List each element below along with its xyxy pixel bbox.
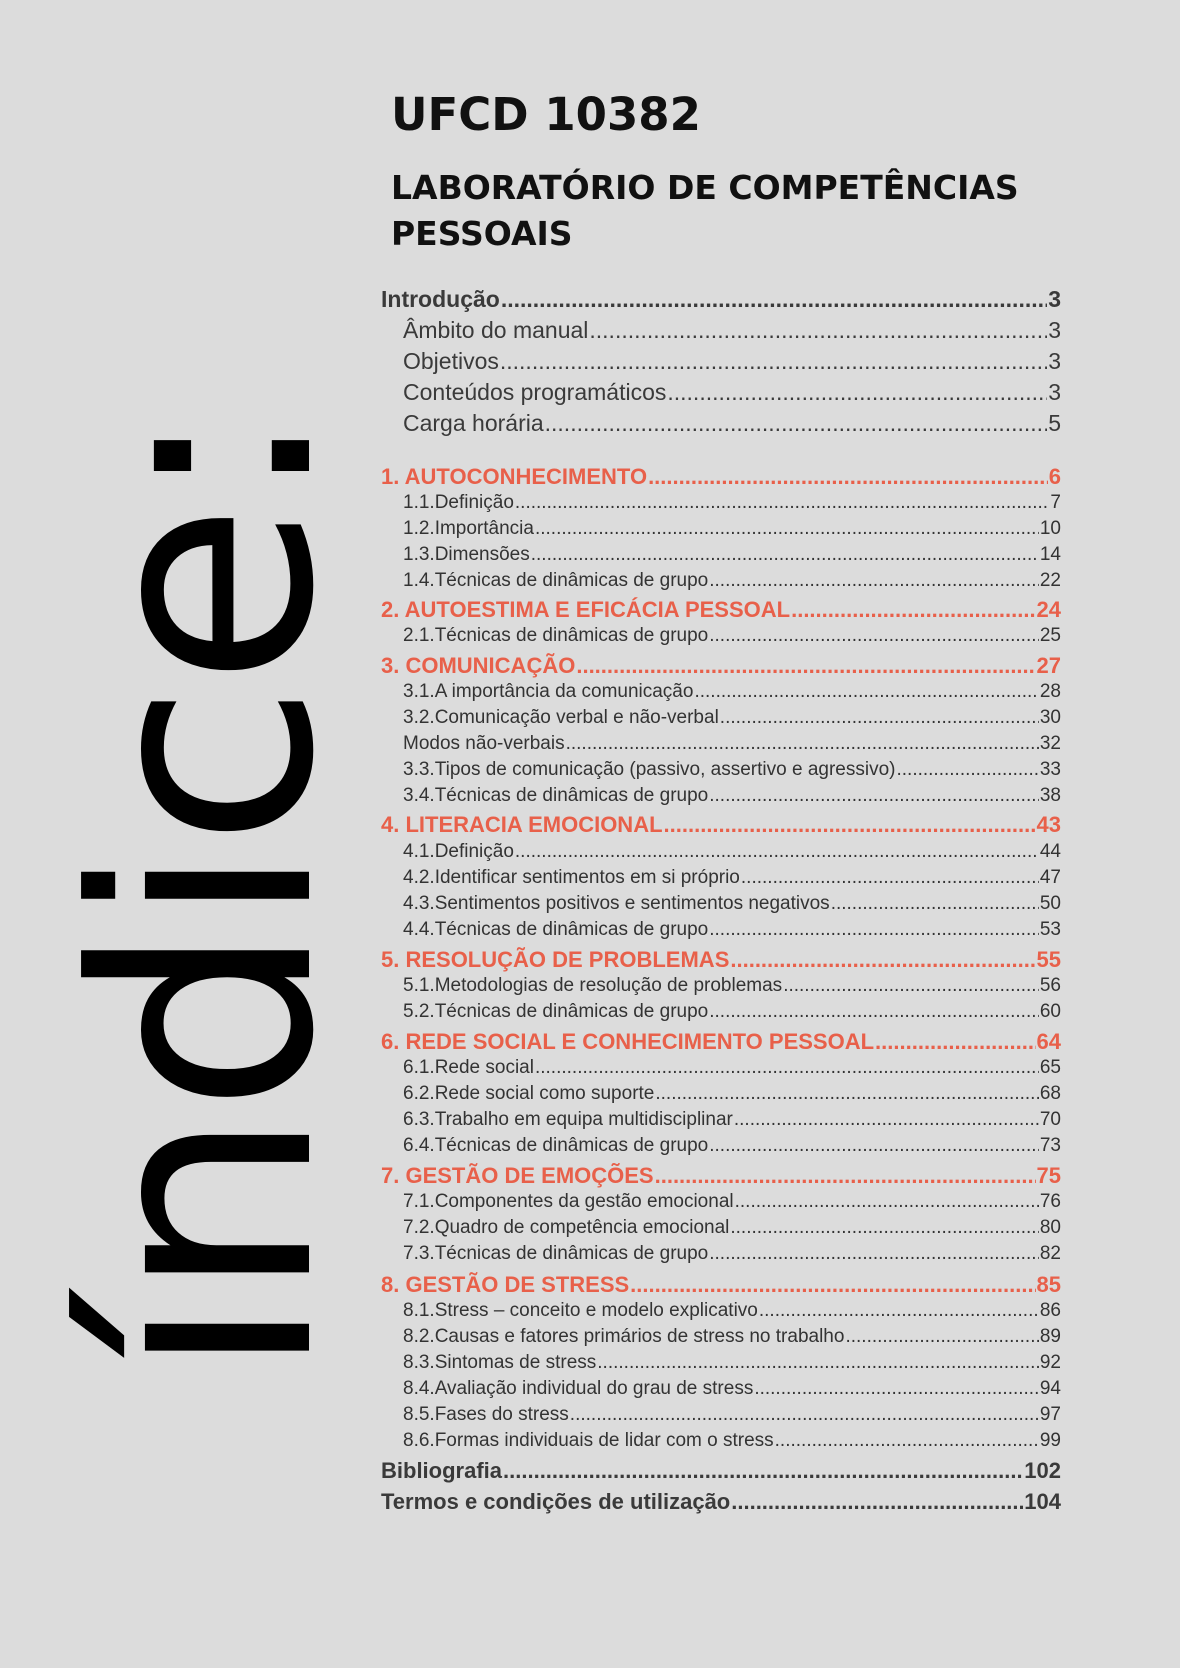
toc-entry-sub[interactable] <box>381 1057 1061 1079</box>
toc-entry-title: 2. AUTOESTIMA E EFICÁCIA PESSOAL <box>381 597 791 622</box>
toc-entry-sub[interactable] <box>381 919 1061 941</box>
toc-entry-page: 68 <box>1039 1083 1061 1104</box>
toc-entry-page: 94 <box>1039 1378 1061 1399</box>
toc-entry-page: 24 <box>1036 597 1061 622</box>
toc-entry-page: 27 <box>1036 653 1061 678</box>
toc-leader-dots <box>655 1163 1036 1189</box>
toc-entry-page: 56 <box>1039 975 1061 996</box>
toc-entry-sub[interactable] <box>381 759 1061 781</box>
toc-entry-title: 7.3.Técnicas de dinâmicas de grupo <box>403 1243 709 1264</box>
toc-leader-dots <box>566 733 1039 755</box>
toc-entry-page: 89 <box>1039 1326 1061 1347</box>
toc-entry-sub[interactable] <box>381 1001 1061 1023</box>
toc-leader-dots <box>775 1430 1039 1452</box>
toc-leader-dots <box>630 1272 1035 1298</box>
toc-leader-dots <box>531 544 1039 566</box>
toc-entry-page: 73 <box>1039 1135 1061 1156</box>
toc-entry-title: Objetivos <box>403 348 499 374</box>
toc-entry-title: 4.2.Identificar sentimentos em si próprio <box>403 867 740 888</box>
toc-entry-sub[interactable] <box>381 707 1061 729</box>
toc-entry-page: 50 <box>1039 893 1061 914</box>
toc-entry-title: 3.4.Técnicas de dinâmicas de grupo <box>403 785 709 806</box>
toc-entry-introsub[interactable] <box>381 317 1061 344</box>
toc-leader-dots <box>515 841 1039 863</box>
toc-leader-dots <box>783 975 1039 997</box>
toc-entry-page: 32 <box>1039 733 1061 754</box>
toc-entry-endrow[interactable] <box>381 1489 1061 1515</box>
toc-entry-page: 43 <box>1036 812 1061 837</box>
toc-entry-page: 30 <box>1039 707 1061 728</box>
toc-entry-title: 6.1.Rede social <box>403 1057 534 1078</box>
toc-leader-dots <box>730 947 1035 973</box>
toc-entry-page: 80 <box>1039 1217 1061 1238</box>
toc-leader-dots <box>667 379 1047 406</box>
toc-entry-sub[interactable] <box>381 841 1061 863</box>
toc-entry-page: 44 <box>1039 841 1061 862</box>
toc-entry-sub[interactable] <box>381 975 1061 997</box>
toc-entry-sub[interactable] <box>381 893 1061 915</box>
toc-entry-page: 60 <box>1039 1001 1061 1022</box>
toc-leader-dots <box>535 1057 1039 1079</box>
toc-entry-page: 82 <box>1039 1243 1061 1264</box>
toc-leader-dots <box>731 1489 1023 1515</box>
toc-leader-dots <box>896 759 1038 781</box>
toc-entry-page: 99 <box>1039 1430 1061 1451</box>
toc-entry-page: 86 <box>1039 1300 1061 1321</box>
toc-entry-introsub[interactable] <box>381 410 1061 437</box>
toc-entry-page: 22 <box>1039 570 1061 591</box>
toc-leader-dots <box>570 1404 1039 1426</box>
toc-leader-dots <box>503 1458 1023 1484</box>
toc-entry-page: 28 <box>1039 681 1061 702</box>
toc-entry-title: 3.1.A importância da comunicação <box>403 681 694 702</box>
toc-entry-sub[interactable] <box>381 733 1061 755</box>
toc-entry-page: 14 <box>1039 544 1061 565</box>
toc-entry-title: 8.6.Formas individuais de lidar com o stress <box>403 1430 774 1451</box>
toc-leader-dots <box>648 464 1048 490</box>
toc-entry-sub[interactable] <box>381 867 1061 889</box>
toc-leader-dots <box>655 1083 1038 1105</box>
toc-entry-sub[interactable] <box>381 544 1061 566</box>
toc-entry-page: 3 <box>1048 348 1061 374</box>
toc-leader-dots <box>845 1326 1038 1348</box>
toc-entry-chapter[interactable] <box>381 597 1061 623</box>
toc-entry-chapter[interactable] <box>381 1272 1061 1298</box>
toc-entry-endrow[interactable] <box>381 1458 1061 1484</box>
toc-entry-chapter[interactable] <box>381 464 1061 490</box>
toc-entry-title: 4. LITERACIA EMOCIONAL <box>381 812 663 837</box>
toc-entry-sub[interactable] <box>381 492 1061 514</box>
toc-leader-dots <box>759 1300 1039 1322</box>
toc-entry-page: 55 <box>1036 947 1061 972</box>
toc-entry-page: 85 <box>1036 1272 1061 1297</box>
toc-entry-intro[interactable] <box>381 286 1061 313</box>
toc-leader-dots <box>545 410 1048 437</box>
toc-entry-title: 8. GESTÃO DE STRESS <box>381 1272 630 1297</box>
toc-entry-title: Conteúdos programáticos <box>403 379 667 405</box>
toc-entry-title: 8.1.Stress – conceito e modelo explicativo <box>403 1300 758 1321</box>
toc-entry-title: 6. REDE SOCIAL E CONHECIMENTO PESSOAL <box>381 1029 875 1054</box>
toc-entry-introsub[interactable] <box>381 348 1061 375</box>
toc-entry-page: 102 <box>1024 1458 1061 1483</box>
toc-leader-dots <box>709 919 1039 941</box>
toc-leader-dots <box>720 707 1039 729</box>
toc-leader-dots <box>730 1217 1038 1239</box>
toc-leader-dots <box>501 286 1047 313</box>
toc-entry-sub[interactable] <box>381 785 1061 807</box>
toc-entry-title: Termos e condições de utilização <box>381 1489 731 1514</box>
toc-entry-title: Introdução <box>381 286 500 312</box>
toc-entry-sub[interactable] <box>381 1217 1061 1239</box>
toc-entry-sub[interactable] <box>381 518 1061 540</box>
toc-entry-title: 2.1.Técnicas de dinâmicas de grupo <box>403 625 709 646</box>
toc-leader-dots <box>576 653 1035 679</box>
toc-entry-title: 5.2.Técnicas de dinâmicas de grupo <box>403 1001 709 1022</box>
toc-leader-dots <box>664 812 1036 838</box>
toc-entry-chapter[interactable] <box>381 1029 1061 1055</box>
toc-entry-chapter[interactable] <box>381 812 1061 838</box>
toc-entry-title: 8.2.Causas e fatores primários de stress no trabalho <box>403 1326 845 1347</box>
toc-entry-sub[interactable] <box>381 1109 1061 1131</box>
toc-entry-title: 1.2.Importância <box>403 518 534 539</box>
toc-entry-page: 75 <box>1036 1163 1061 1188</box>
toc-leader-dots <box>875 1029 1035 1055</box>
toc-entry-title: 3.2.Comunicação verbal e não-verbal <box>403 707 719 728</box>
toc-entry-chapter[interactable] <box>381 653 1061 679</box>
toc-entry-chapter[interactable] <box>381 947 1061 973</box>
toc-entry-page: 6 <box>1048 464 1061 489</box>
toc-leader-dots <box>709 625 1039 647</box>
course-code: UFCD 10382 <box>391 88 701 141</box>
toc-entry-title: 4.3.Sentimentos positivos e sentimentos negativos <box>403 893 830 914</box>
toc-entry-title: 6.3.Trabalho em equipa multidisciplinar <box>403 1109 733 1130</box>
toc-entry-title: 1.4.Técnicas de dinâmicas de grupo <box>403 570 709 591</box>
toc-entry-sub[interactable] <box>381 625 1061 647</box>
toc-entry-title: 5. RESOLUÇÃO DE PROBLEMAS <box>381 947 730 972</box>
toc-entry-page: 64 <box>1036 1029 1061 1054</box>
toc-entry-sub[interactable] <box>381 1135 1061 1157</box>
toc-entry-sub[interactable] <box>381 1083 1061 1105</box>
toc-entry-title: 6.2.Rede social como suporte <box>403 1083 655 1104</box>
toc-leader-dots <box>754 1378 1039 1400</box>
toc-leader-dots <box>709 785 1039 807</box>
toc-entry-title: 4.1.Definição <box>403 841 514 862</box>
toc-entry-title: 8.3.Sintomas de stress <box>403 1352 597 1373</box>
toc-entry-title: 7.2.Quadro de competência emocional <box>403 1217 730 1238</box>
toc-entry-title: Bibliografia <box>381 1458 503 1483</box>
toc-entry-sub[interactable] <box>381 1191 1061 1213</box>
toc-entry-sub[interactable] <box>381 1243 1061 1265</box>
toc-entry-page: 70 <box>1039 1109 1061 1130</box>
toc-entry-title: Modos não-verbais <box>403 733 565 754</box>
toc-entry-sub[interactable] <box>381 1404 1061 1426</box>
toc-leader-dots <box>709 570 1039 592</box>
toc-leader-dots <box>515 492 1050 514</box>
toc-entry-page: 92 <box>1039 1352 1061 1373</box>
toc-leader-dots <box>831 893 1039 915</box>
toc-leader-dots <box>709 1001 1039 1023</box>
toc-entry-title: 8.4.Avaliação individual do grau de stress <box>403 1378 754 1399</box>
toc-leader-dots <box>694 681 1038 703</box>
toc-entry-page: 76 <box>1039 1191 1061 1212</box>
toc-leader-dots <box>709 1243 1039 1265</box>
toc-entry-page: 38 <box>1039 785 1061 806</box>
toc-entry-page: 33 <box>1039 759 1061 780</box>
toc-entry-title: 3.3.Tipos de comunicação (passivo, assertivo e agressivo) <box>403 759 896 780</box>
course-title: LABORATÓRIO DE COMPETÊNCIAS PESSOAIS <box>391 168 1019 253</box>
toc-leader-dots <box>597 1352 1039 1374</box>
toc-entry-title: Âmbito do manual <box>403 317 589 343</box>
toc-entry-page: 5 <box>1048 410 1061 436</box>
toc-entry-sub[interactable] <box>381 1430 1061 1452</box>
toc-entry-sub[interactable] <box>381 1326 1061 1348</box>
toc-leader-dots <box>735 1191 1039 1213</box>
toc-entry-page: 97 <box>1039 1404 1061 1425</box>
toc-entry-title: 1. AUTOCONHECIMENTO <box>381 464 648 489</box>
side-heading-indice: índice: <box>31 409 380 1379</box>
toc-entry-page: 104 <box>1024 1489 1061 1514</box>
toc-entry-page: 10 <box>1039 518 1061 539</box>
toc-entry-title: 8.5.Fases do stress <box>403 1404 569 1425</box>
toc-leader-dots <box>734 1109 1039 1131</box>
toc-entry-page: 25 <box>1039 625 1061 646</box>
toc-entry-sub[interactable] <box>381 1352 1061 1374</box>
toc-leader-dots <box>500 348 1047 375</box>
toc-entry-sub[interactable] <box>381 681 1061 703</box>
toc-entry-sub[interactable] <box>381 1378 1061 1400</box>
toc-entry-page: 53 <box>1039 919 1061 940</box>
toc-entry-page: 65 <box>1039 1057 1061 1078</box>
toc-entry-page: 3 <box>1048 286 1061 312</box>
toc-entry-page: 3 <box>1048 379 1061 405</box>
toc-entry-page: 3 <box>1048 317 1061 343</box>
toc-entry-title: 1.1.Definição <box>403 492 514 513</box>
toc-entry-title: 3. COMUNICAÇÃO <box>381 653 576 678</box>
toc-entry-title: 4.4.Técnicas de dinâmicas de grupo <box>403 919 709 940</box>
toc-leader-dots <box>741 867 1039 889</box>
toc-leader-dots <box>791 597 1035 623</box>
toc-leader-dots <box>709 1135 1039 1157</box>
toc-leader-dots <box>535 518 1039 540</box>
toc-entry-page: 47 <box>1039 867 1061 888</box>
toc-entry-title: 7.1.Componentes da gestão emocional <box>403 1191 734 1212</box>
toc-leader-dots <box>589 317 1047 344</box>
toc-entry-title: 6.4.Técnicas de dinâmicas de grupo <box>403 1135 709 1156</box>
toc-entry-introsub[interactable] <box>381 379 1061 406</box>
toc-entry-chapter[interactable] <box>381 1163 1061 1189</box>
toc-entry-sub[interactable] <box>381 1300 1061 1322</box>
toc-entry-page: 7 <box>1050 492 1061 513</box>
toc-entry-title: 5.1.Metodologias de resolução de problemas <box>403 975 783 996</box>
toc-entry-title: Carga horária <box>403 410 544 436</box>
toc-entry-sub[interactable] <box>381 570 1061 592</box>
toc-entry-title: 1.3.Dimensões <box>403 544 530 565</box>
toc-entry-title: 7. GESTÃO DE EMOÇÕES <box>381 1163 654 1188</box>
